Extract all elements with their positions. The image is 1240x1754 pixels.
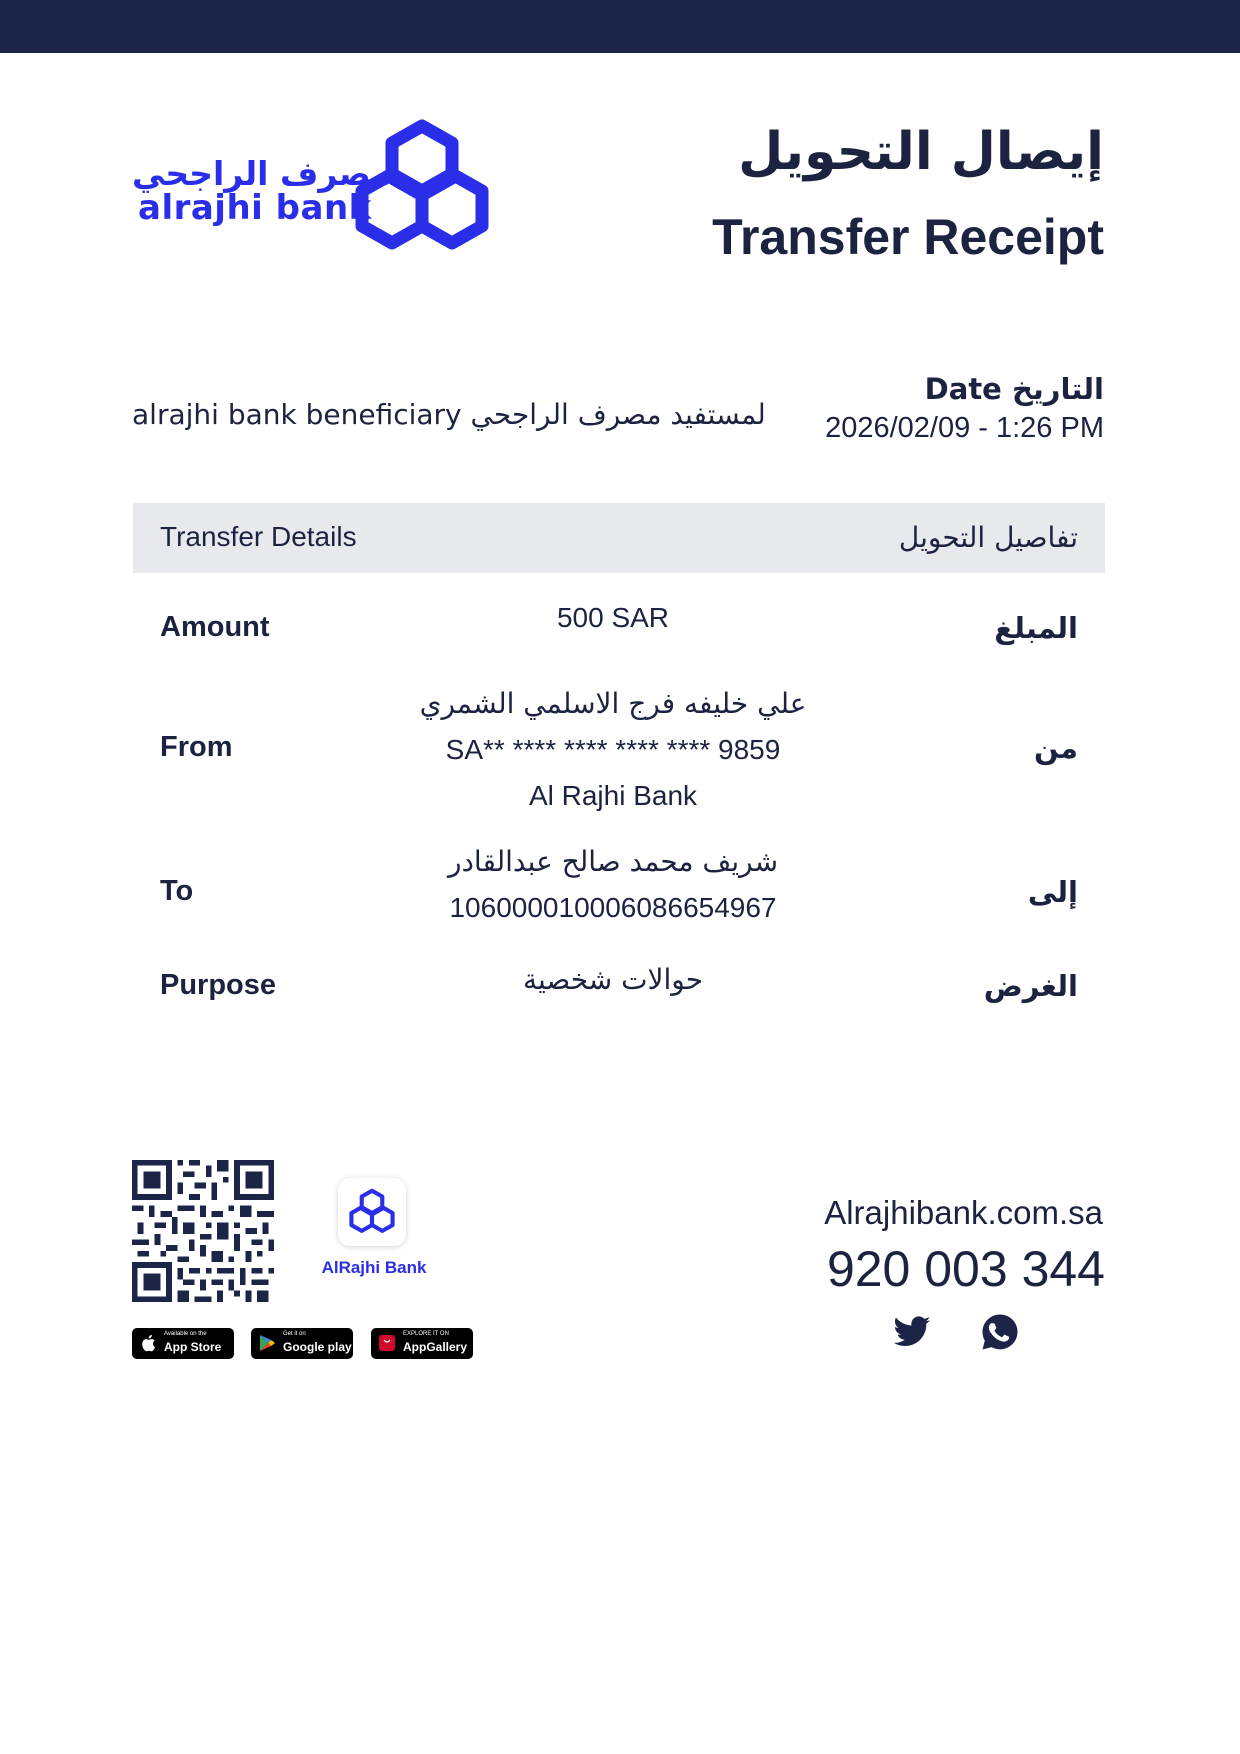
purpose-label-en: Purpose [160, 969, 277, 1001]
twitter-icon[interactable] [892, 1312, 932, 1352]
alrajhi-logo-icon [352, 118, 492, 258]
brand-name-arabic: مصرف الراجحي [132, 154, 392, 193]
beneficiary-text: alrajhi bank beneficiary لمستفيد مصرف الراجحي [132, 398, 766, 431]
huawei-icon [379, 1334, 395, 1352]
google-big-text: Google play [283, 1340, 352, 1354]
date-value: 2026/02/09 - 1:26 PM [825, 412, 1104, 444]
purpose-row [133, 941, 1105, 1031]
whatsapp-icon[interactable] [980, 1312, 1020, 1352]
from-label-en: From [160, 731, 233, 763]
amount-row [133, 573, 1105, 671]
recipient-name: شريف محمد صالح عبدالقادر [447, 845, 779, 878]
apple-small-text: Available on the [164, 1331, 207, 1337]
brand-name-english: alrajhi bank [138, 188, 372, 228]
qr-code-icon[interactable] [132, 1160, 274, 1302]
purpose-label-ar: الغرض [983, 969, 1078, 1003]
transfer-details-header [133, 503, 1105, 573]
purpose-value: حوالات شخصية [522, 963, 704, 996]
recipient-account: 106000010006086654967 [449, 892, 777, 923]
sender-account: SA** **** **** **** **** 9859 [445, 734, 781, 765]
huawei-small-text: EXPLORE IT ON [403, 1331, 449, 1337]
phone-number[interactable]: 920 003 344 [826, 1241, 1105, 1297]
to-value-cell [323, 839, 903, 931]
app-name: AlRajhi Bank [321, 1258, 427, 1277]
page-title: Transfer Receipt [712, 209, 1104, 265]
alrajhi-app-icon[interactable] [338, 1178, 406, 1246]
transfer-details-title-ar: تفاصيل التحويل [898, 521, 1078, 554]
google-play-icon [259, 1334, 275, 1352]
transfer-details-table [133, 503, 1105, 1031]
google-small-text: Get it on [283, 1331, 306, 1337]
sender-name: علي خليفه فرج الاسلمي الشمري [419, 687, 807, 720]
date-label: Date التاريخ [924, 372, 1104, 406]
sender-bank: Al Rajhi Bank [528, 780, 698, 811]
alrajhi-logo-icon [348, 1188, 396, 1236]
website-link[interactable]: Alrajhibank.com.sa [824, 1194, 1103, 1231]
app-store-badge[interactable] [132, 1328, 234, 1359]
to-label-ar: إلى [1027, 875, 1078, 909]
amount-label-en: Amount [160, 611, 270, 643]
apple-icon [140, 1334, 156, 1352]
transfer-details-title-en: Transfer Details [160, 521, 357, 552]
from-label-ar: من [1033, 731, 1078, 765]
from-value-cell [323, 681, 903, 819]
top-bar [0, 0, 1240, 53]
amount-value: 500 SAR [556, 602, 670, 633]
to-label-en: To [160, 875, 194, 907]
title-arabic: إيصال التحويل [738, 122, 1104, 182]
app-gallery-badge[interactable] [371, 1328, 473, 1359]
to-row [133, 831, 1105, 941]
from-row [133, 671, 1105, 831]
purpose-value-cell [323, 957, 903, 1003]
amount-label-ar: المبلغ [994, 611, 1078, 645]
amount-value-cell [323, 595, 903, 641]
google-play-badge[interactable] [251, 1328, 353, 1359]
apple-big-text: App Store [164, 1340, 222, 1354]
huawei-big-text: AppGallery [403, 1340, 468, 1354]
